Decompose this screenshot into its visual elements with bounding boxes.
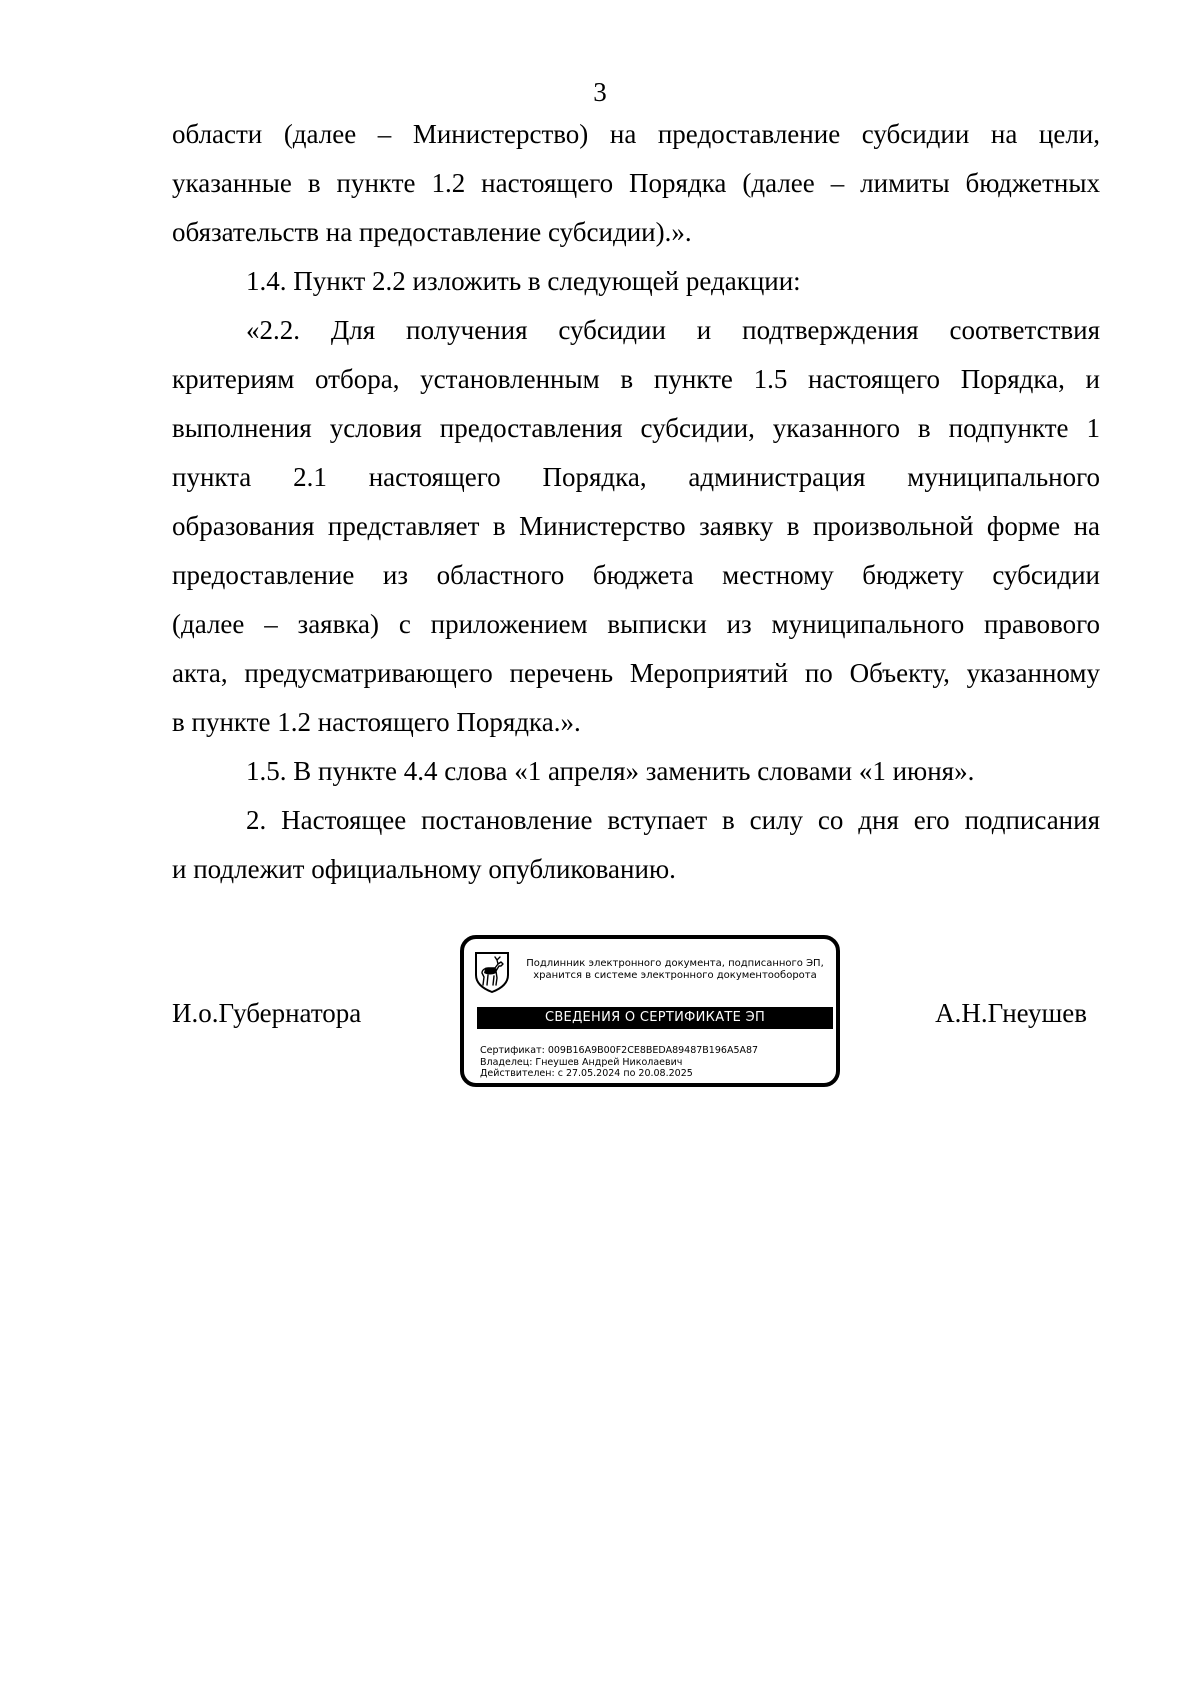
stamp-owner: Владелец: Гнеушев Андрей Николаевич xyxy=(480,1056,683,1068)
paragraph-item-1-5 xyxy=(172,747,1100,796)
paragraph-item-1-4 xyxy=(172,257,1100,306)
stamp-details xyxy=(480,1045,836,1080)
text-line: области (далее – Министерство) на предоставление субсидии на цели, xyxy=(172,119,1100,149)
paragraph-continuation xyxy=(172,110,1100,257)
text-line: акта, предусматривающего перечень Мероприятий по Объекту, указанному xyxy=(172,658,1100,688)
stamp-header xyxy=(514,958,836,982)
document-body xyxy=(172,110,1100,894)
text-line: критериям отбора, установленным в пункте 1.5 настоящего Порядка, и xyxy=(172,364,1100,394)
text-line: и подлежит официальному опубликованию. xyxy=(172,854,676,884)
stamp-header-line: хранится в системе электронного документооборота xyxy=(533,970,817,981)
signature-role: И.о.Губернатора xyxy=(172,998,362,1028)
stamp-certificate-title: СВЕДЕНИЯ О СЕРТИФИКАТЕ ЭП xyxy=(477,1007,833,1029)
stamp-header-line: Подлинник электронного документа, подписанного ЭП, xyxy=(526,958,824,969)
paragraph-item-2 xyxy=(172,796,1100,894)
text-line: пункта 2.1 настоящего Порядка, администрация муниципального xyxy=(172,462,1100,492)
text-line: выполнения условия предоставления субсидии, указанного в подпункте 1 xyxy=(172,413,1100,443)
text-line: 2. Настоящее постановление вступает в силу со дня его подписания xyxy=(246,805,1100,835)
electronic-signature-stamp xyxy=(460,935,840,1087)
signature-name: А.Н.Гнеушев xyxy=(935,998,1087,1028)
text-line: «2.2. Для получения субсидии и подтверждения соответствия xyxy=(246,315,1100,345)
text-line: указанные в пункте 1.2 настоящего Порядка (далее – лимиты бюджетных xyxy=(172,168,1100,198)
text-line: 1.5. В пункте 4.4 слова «1 апреля» заменить словами «1 июня». xyxy=(246,756,975,786)
text-line: 1.4. Пункт 2.2 изложить в следующей редакции: xyxy=(246,266,801,296)
page-number: 3 xyxy=(593,77,607,107)
text-line: образования представляет в Министерство заявку в произвольной форме на xyxy=(172,511,1100,541)
text-line: предоставление из областного бюджета местному бюджету субсидии xyxy=(172,560,1100,590)
text-line: в пункте 1.2 настоящего Порядка.». xyxy=(172,707,581,737)
paragraph-item-2-2 xyxy=(172,306,1100,747)
stamp-validity: Действителен: с 27.05.2024 по 20.08.2025 xyxy=(480,1068,693,1079)
deer-coat-of-arms-icon xyxy=(474,951,510,993)
text-line: (далее – заявка) с приложением выписки из муниципального правового xyxy=(172,609,1100,639)
text-line: обязательств на предоставление субсидии).». xyxy=(172,217,692,247)
stamp-certificate-number: Сертификат: 009B16A9B00F2CE8BEDA89487B196A5A87 xyxy=(480,1045,759,1056)
